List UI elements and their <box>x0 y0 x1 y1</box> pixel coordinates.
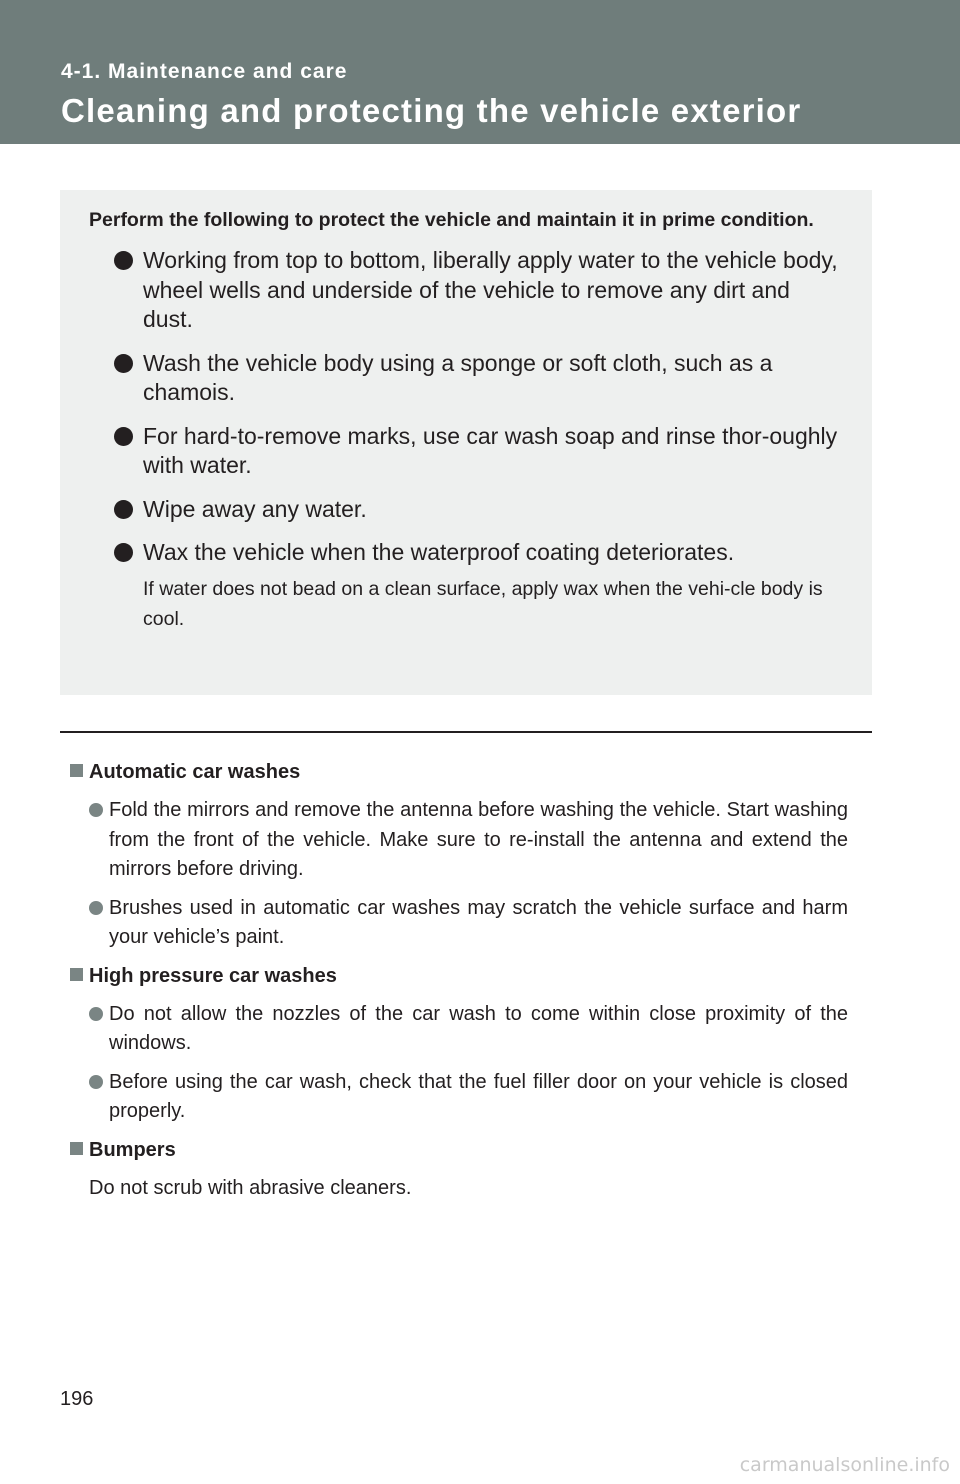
note-item <box>70 894 848 953</box>
bumpers-text: Do not scrub with abrasive cleaners. <box>89 1176 412 1199</box>
square-bullet-icon <box>70 968 83 981</box>
section-label: 4-1. Maintenance and care <box>61 60 348 83</box>
step-item <box>89 495 838 525</box>
procedure-steps <box>89 246 838 568</box>
step-item <box>89 349 838 408</box>
bullet-icon <box>114 500 133 519</box>
watermark: carmanualsonline.info <box>739 1454 950 1476</box>
note-heading-bumpers <box>70 1136 848 1164</box>
note-item <box>70 796 848 885</box>
note-text: Before using the car wash, check that the fuel filler door on your vehicle is closed properly. <box>109 1070 848 1122</box>
step-item <box>89 422 838 481</box>
bullet-icon <box>114 427 133 446</box>
step-text: For hard-to-remove marks, use car wash soap and rinse thor-oughly with water. <box>143 422 838 478</box>
step-text: Wash the vehicle body using a sponge or soft cloth, such as a chamois. <box>143 349 773 405</box>
step-text: Working from top to bottom, liberally apply water to the vehicle body, wheel wells and underside of the vehicle to remove any dirt and dust. <box>143 247 838 332</box>
procedure-box <box>60 190 872 695</box>
note-text: Do not allow the nozzles of the car wash to come within close proximity of the windows. <box>109 1002 848 1054</box>
divider <box>60 731 872 733</box>
step-text: Wipe away any water. <box>143 495 367 522</box>
note-item <box>70 1068 848 1127</box>
page-title: Cleaning and protecting the vehicle exterior <box>61 92 802 129</box>
note-text: Fold the mirrors and remove the antenna before washing the vehicle. Start washing from the front of the vehicle. Make sure to re-install the antenna and extend the mirrors before driving. <box>109 799 848 880</box>
bullet-icon <box>114 251 133 270</box>
bullet-icon <box>89 803 103 817</box>
page-number: 196 <box>60 1388 94 1410</box>
bullet-icon <box>89 901 103 915</box>
note-item <box>70 1000 848 1059</box>
square-bullet-icon <box>70 1142 83 1155</box>
step-text: Wax the vehicle when the waterproof coating deteriorates. <box>143 539 735 565</box>
page-header <box>0 0 960 144</box>
procedure-intro: Perform the following to protect the vehicle and maintain it in prime condition. <box>89 209 814 231</box>
bullet-icon <box>114 543 133 562</box>
note-text: Brushes used in automatic car washes may scratch the vehicle surface and harm your vehicle’s paint. <box>109 896 848 948</box>
notes-section <box>70 758 848 1213</box>
note-heading-text: High pressure car washes <box>89 964 337 987</box>
square-bullet-icon <box>70 764 83 777</box>
note-heading-text: Automatic car washes <box>89 761 301 783</box>
note-heading-text: Bumpers <box>89 1138 176 1161</box>
step-item <box>89 538 838 568</box>
bullet-icon <box>89 1075 103 1089</box>
wax-note: If water does not bead on a clean surface, apply wax when the vehi-cle body is cool. <box>143 577 823 630</box>
bullet-icon <box>114 354 133 373</box>
note-heading-automatic <box>70 758 848 786</box>
note-heading-high-pressure <box>70 962 848 990</box>
step-item <box>89 246 838 335</box>
bullet-icon <box>89 1007 103 1021</box>
